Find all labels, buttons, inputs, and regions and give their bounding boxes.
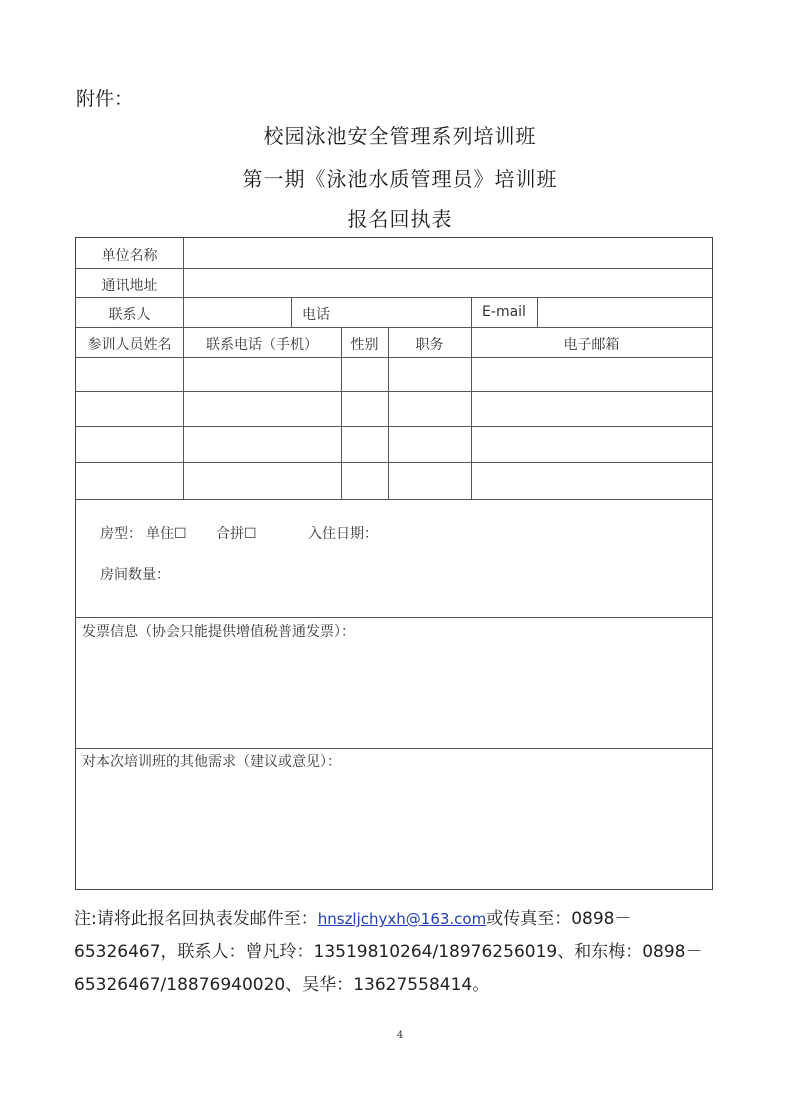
col-divider xyxy=(471,297,472,499)
row-divider xyxy=(76,297,712,298)
column-header-mobile: 联系电话（手机） xyxy=(206,337,318,353)
row-divider xyxy=(76,499,712,500)
col-divider xyxy=(183,238,184,499)
phone-label: 电话 xyxy=(302,307,330,323)
attachment-label: 附件： xyxy=(76,88,134,110)
column-header-name: 参训人员姓名 xyxy=(87,337,172,353)
col-divider xyxy=(537,297,538,327)
room-count-label: 房间数量： xyxy=(100,567,170,583)
email-label: E-mail xyxy=(482,304,526,320)
checkin-date-label: 入住日期： xyxy=(308,526,378,542)
page-subtitle: 第一期《泳池水质管理员》培训班 xyxy=(242,167,558,191)
room-shared-checkbox[interactable]: 合拼☐ xyxy=(216,526,257,542)
row-divider xyxy=(76,426,712,427)
row-divider xyxy=(76,748,712,749)
address-label: 通讯地址 xyxy=(101,278,158,294)
row-divider xyxy=(76,357,712,358)
row-divider xyxy=(76,617,712,618)
row-divider xyxy=(76,391,712,392)
page-number: 4 xyxy=(396,1030,404,1041)
contact-person-label: 联系人 xyxy=(108,307,151,323)
row-divider xyxy=(76,462,712,463)
column-header-gender: 性别 xyxy=(350,337,379,353)
note-prefix: 注:请将此报名回执表发邮件至： xyxy=(74,909,318,929)
note-suffix: 或传真至：0898－65326467，联系人：曾凡玲：13519810264/18976256019、和东梅：0898－65326467/18876940020、吴华：13627558414。 xyxy=(74,909,703,995)
submission-note xyxy=(74,903,724,1002)
room-single-checkbox[interactable]: 单住☐ xyxy=(146,526,187,542)
contact-email-link[interactable]: hnszljchyxh@163.com xyxy=(317,910,487,928)
column-header-email: 电子邮箱 xyxy=(563,337,620,353)
other-needs-label: 对本次培训班的其他需求（建议或意见）： xyxy=(82,754,341,770)
registration-form-table xyxy=(75,237,713,890)
column-header-position: 职务 xyxy=(415,337,444,353)
row-divider xyxy=(76,268,712,269)
page-title: 校园泳池安全管理系列培训班 xyxy=(263,124,537,148)
form-title: 报名回执表 xyxy=(347,207,453,231)
unit-name-label: 单位名称 xyxy=(101,248,158,264)
room-type-label: 房型： xyxy=(100,526,142,542)
invoice-info-label: 发票信息（协会只能提供增值税普通发票）： xyxy=(82,624,355,640)
row-divider xyxy=(76,327,712,328)
